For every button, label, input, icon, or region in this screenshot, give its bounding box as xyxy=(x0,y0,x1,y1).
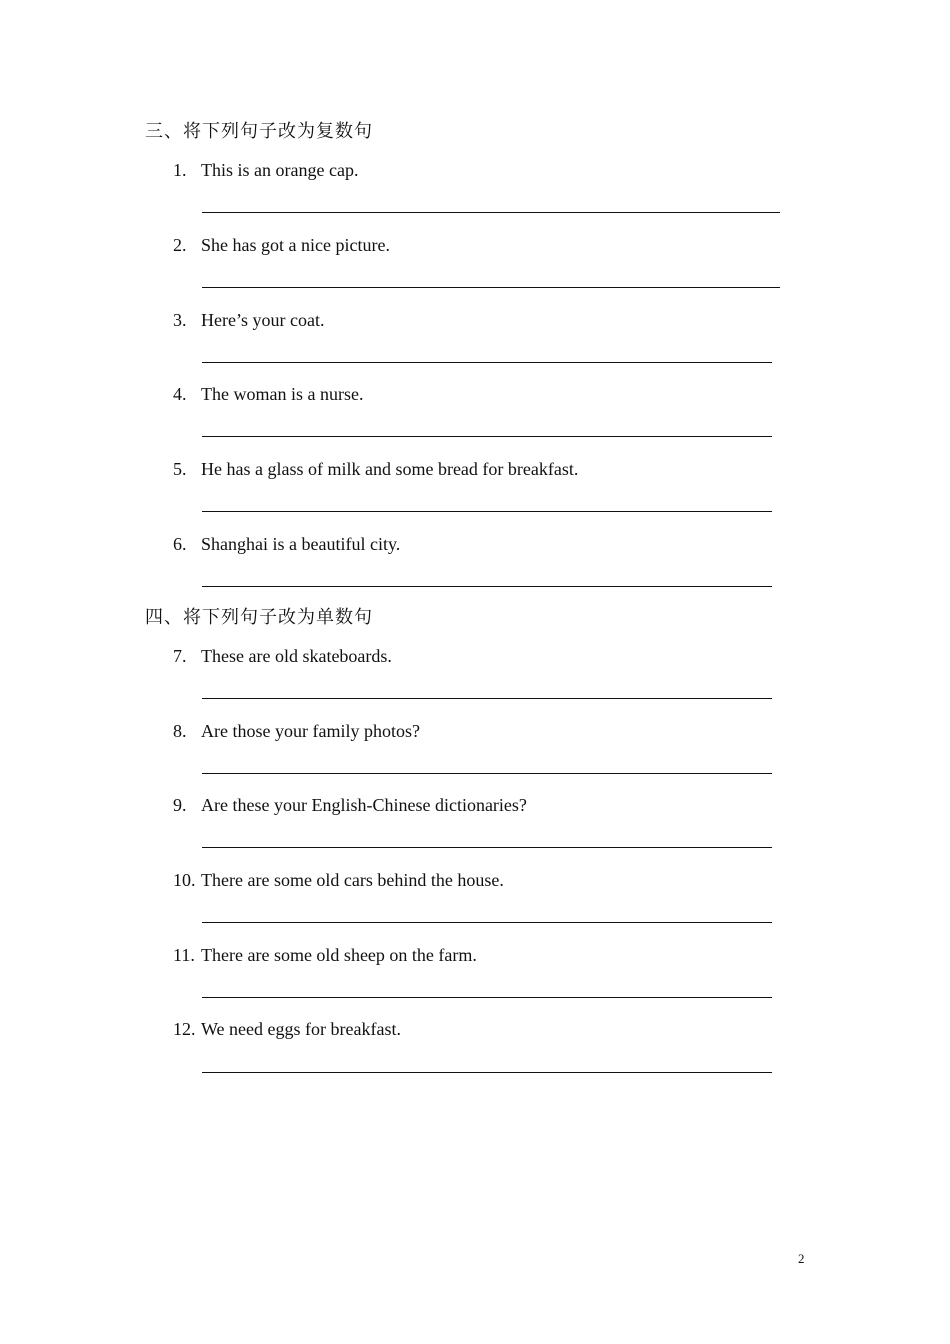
question-text: She has got a nice picture. xyxy=(201,235,390,255)
question-item xyxy=(173,159,358,181)
question-text: Are these your English-Chinese dictionaries? xyxy=(201,795,527,815)
question-item xyxy=(173,533,400,555)
question-text: He has a glass of milk and some bread for breakfast. xyxy=(201,459,579,479)
question-item xyxy=(173,309,324,331)
question-number: 6. xyxy=(173,534,187,554)
question-number: 8. xyxy=(173,721,187,741)
question-number: 4. xyxy=(173,384,187,404)
answer-line[interactable] xyxy=(202,773,772,774)
question-text: Shanghai is a beautiful city. xyxy=(201,534,401,554)
question-text: There are some old sheep on the farm. xyxy=(201,945,477,965)
question-item xyxy=(173,645,392,667)
answer-line[interactable] xyxy=(202,212,780,213)
question-number: 9. xyxy=(173,795,187,815)
question-text: We need eggs for breakfast. xyxy=(201,1019,401,1039)
answer-line[interactable] xyxy=(202,586,772,587)
question-number: 7. xyxy=(173,646,187,666)
question-number: 10. xyxy=(173,870,196,890)
question-item xyxy=(173,720,420,742)
question-text: The woman is a nurse. xyxy=(201,384,364,404)
question-item xyxy=(173,383,363,405)
question-text: Here’s your coat. xyxy=(201,310,325,330)
question-text: These are old skateboards. xyxy=(201,646,392,666)
question-item xyxy=(173,944,477,966)
question-item xyxy=(173,458,578,480)
answer-line[interactable] xyxy=(202,436,772,437)
answer-line[interactable] xyxy=(202,1072,772,1073)
answer-line[interactable] xyxy=(202,922,772,923)
answer-line[interactable] xyxy=(202,698,772,699)
question-item xyxy=(173,234,390,256)
question-number: 2. xyxy=(173,235,187,255)
question-number: 3. xyxy=(173,310,187,330)
question-number: 12. xyxy=(173,1019,196,1039)
question-text: This is an orange cap. xyxy=(201,160,359,180)
answer-line[interactable] xyxy=(202,287,780,288)
question-number: 5. xyxy=(173,459,187,479)
question-number: 11. xyxy=(173,945,195,965)
section-heading-singular: 四、将下列句子改为单数句 xyxy=(145,607,373,628)
page-number: 2 xyxy=(798,1251,805,1266)
question-item xyxy=(173,869,504,891)
question-text: There are some old cars behind the house. xyxy=(201,870,504,890)
section-heading-plural: 三、将下列句子改为复数句 xyxy=(145,121,373,142)
answer-line[interactable] xyxy=(202,847,772,848)
question-item xyxy=(173,1018,401,1040)
question-number: 1. xyxy=(173,160,187,180)
answer-line[interactable] xyxy=(202,362,772,363)
question-text: Are those your family photos? xyxy=(201,721,420,741)
answer-line[interactable] xyxy=(202,511,772,512)
question-item xyxy=(173,794,527,816)
answer-line[interactable] xyxy=(202,997,772,998)
